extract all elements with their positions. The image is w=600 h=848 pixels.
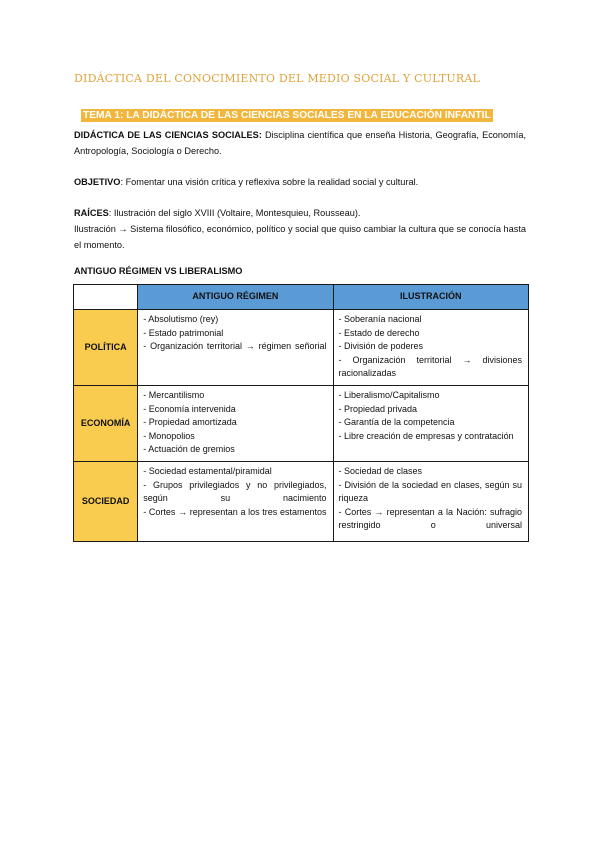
list-item: - Sociedad de clases xyxy=(338,465,423,476)
list-item: - Monopolios xyxy=(143,430,195,441)
list-item: - Liberalismo/Capitalismo xyxy=(338,389,440,400)
comparison-table xyxy=(73,284,529,542)
table-row-sociedad xyxy=(74,461,529,541)
politica-antiguo-cell xyxy=(138,310,333,386)
list-item: - Propiedad amortizada xyxy=(143,417,237,428)
list-item: - Estado de derecho xyxy=(338,327,420,338)
definition-paragraph xyxy=(74,127,526,159)
tema-title: TEMA 1: LA DIDÁCTICA DE LAS CIENCIAS SOCIALES EN LA EDUCACIÓN INFANTIL xyxy=(83,110,491,121)
list-item: - Soberanía nacional xyxy=(338,314,422,324)
economia-ilustracion-cell xyxy=(333,385,529,461)
list-item: - Propiedad privada xyxy=(338,403,418,414)
objective-term: OBJETIVO xyxy=(74,177,121,187)
list-item: - Garantía de la competencia xyxy=(338,417,455,428)
roots-paragraph xyxy=(74,205,526,221)
sociedad-ilustracion-cell xyxy=(333,461,529,541)
list-item: - Absolutismo (rey) xyxy=(143,314,219,324)
table-corner xyxy=(74,285,138,310)
row-label-politica: POLÍTICA xyxy=(74,310,138,386)
definition-term: DIDÁCTICA DE LAS CIENCIAS SOCIALES: xyxy=(74,130,262,140)
header-antiguo: ANTIGUO RÉGIMEN xyxy=(138,285,333,310)
list-item: - Organización territorial → divisiones racionalizadas xyxy=(338,354,522,379)
list-item: - División de poderes xyxy=(338,341,424,352)
ilustracion-definition: Ilustración → Sistema filosófico, económico, político y social que quiso cambiar la cultura que se conocía hasta el momento. xyxy=(74,224,526,250)
list-item: - Economía intervenida xyxy=(143,403,236,414)
row-label-economia: ECONOMÍA xyxy=(74,385,138,461)
list-item: - Estado patrimonial xyxy=(143,327,224,338)
table-row-economia xyxy=(74,385,529,461)
objective-text: : Fomentar una visión crítica y reflexiva sobre la realidad social y cultural. xyxy=(120,177,419,187)
list-item: - Organización territorial → régimen señorial xyxy=(143,341,327,352)
roots-text: : Ilustración del siglo XVIII (Voltaire, Montesquieu, Rousseau). xyxy=(108,208,361,218)
table-row-politica xyxy=(74,310,529,386)
list-item: - Actuación de gremios xyxy=(143,444,235,455)
header-ilustracion: ILUSTRACIÓN xyxy=(333,285,529,310)
sociedad-antiguo-cell xyxy=(138,461,333,541)
list-item: - Mercantilismo xyxy=(143,389,205,400)
definition-text: Disciplina científica que enseña Historia, Geografía, Economía, Antropología, Sociología o Derecho. xyxy=(74,130,526,156)
economia-antiguo-cell xyxy=(138,385,333,461)
list-item: - Grupos privilegiados y no privilegiados, según su nacimiento xyxy=(143,479,327,504)
list-item: - División de la sociedad en clases, según su riqueza xyxy=(338,479,522,504)
row-label-sociedad: SOCIEDAD xyxy=(74,461,138,541)
roots-term: RAÍCES xyxy=(74,208,109,218)
page-header: DIDÁCTICA DEL CONOCIMIENTO DEL MEDIO SOCIAL Y CULTURAL xyxy=(74,72,480,85)
list-item: - Cortes → representan a los tres estamentos xyxy=(143,506,327,517)
objective-paragraph xyxy=(74,174,526,190)
list-item: - Cortes → representan a la Nación: sufragio restringido o universal xyxy=(338,506,522,531)
table-title: ANTIGUO RÉGIMEN VS LIBERALISMO xyxy=(74,266,243,276)
list-item: - Libre creación de empresas y contratación xyxy=(338,430,514,441)
politica-ilustracion-cell xyxy=(333,310,529,386)
list-item: - Sociedad estamental/piramidal xyxy=(143,465,272,476)
table-header-row xyxy=(74,285,529,310)
